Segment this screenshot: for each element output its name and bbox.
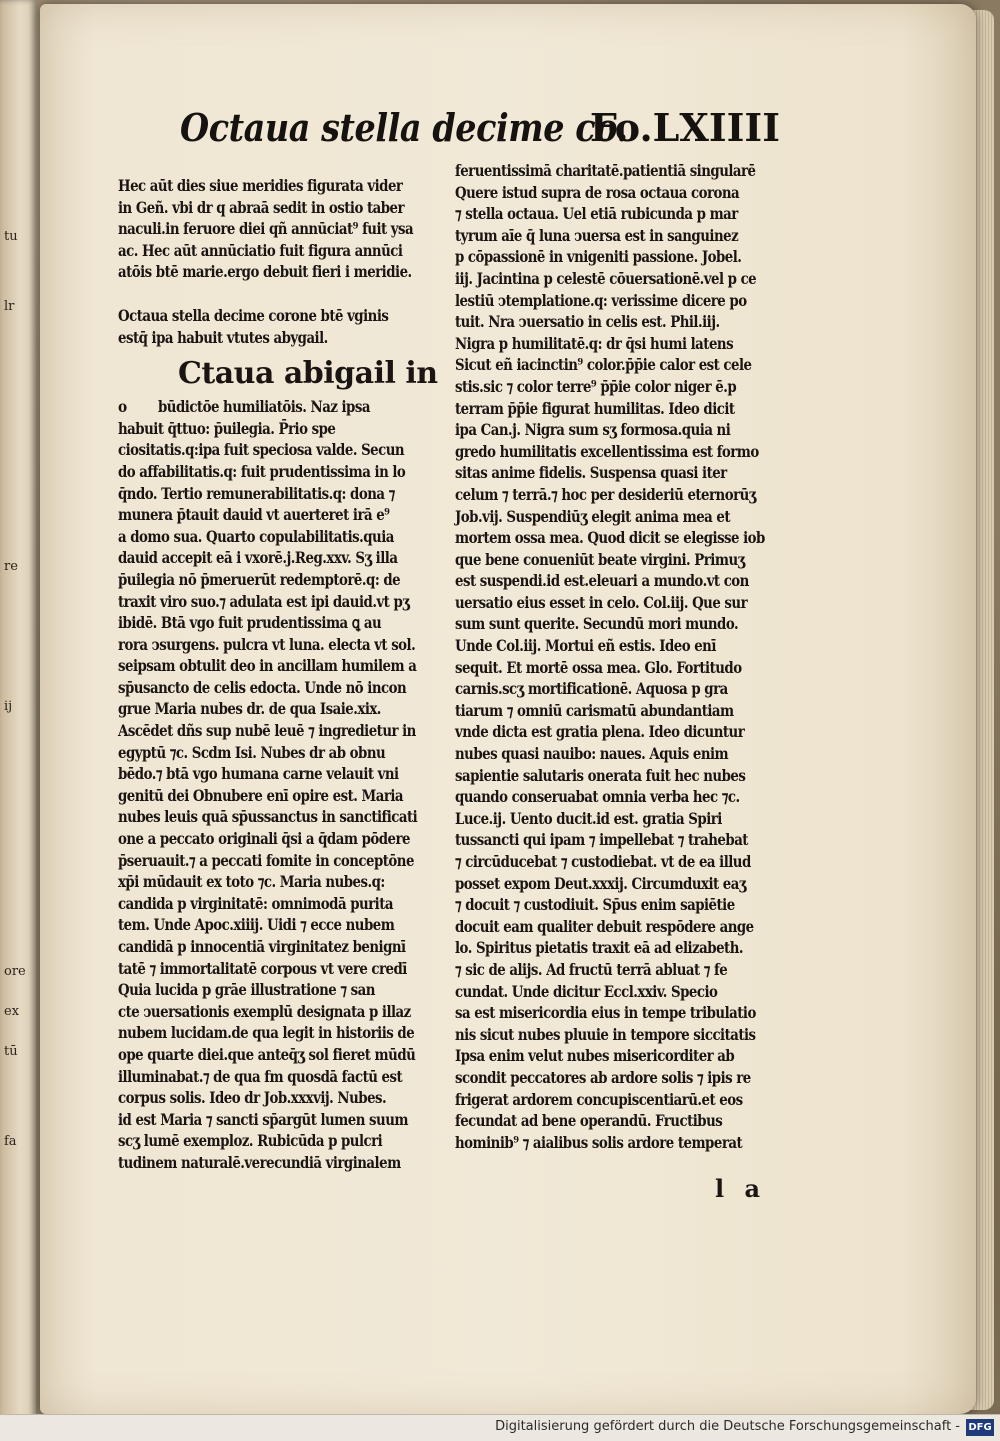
text-line: a domo sua. Quarto copulabilitatis.quia bbox=[118, 526, 394, 546]
text-line: gredo humilitatis excellentissima est formo bbox=[455, 441, 759, 461]
text-line: nubem lucidam.de qua legit in historiis de bbox=[118, 1023, 415, 1043]
text-line: uersatio eius esset in celo. Col.iij. Que sur bbox=[455, 592, 748, 612]
text-line: lo. Spiritus pietatis traxit eā ad elizabeth. bbox=[455, 938, 743, 958]
text-line: sapientie salutaris onerata fuit hec nubes bbox=[455, 765, 746, 785]
signature-mark: l a bbox=[715, 1174, 767, 1203]
text-line: Quia lucida p grāe illustratione ⁊ san bbox=[118, 980, 375, 1000]
text-line: Job.vij. Suspendiūʒ elegit anima mea et bbox=[455, 506, 731, 526]
text-line: tuit. Nra ↄuersatio in celis est. Phil.iij. bbox=[455, 312, 720, 332]
text-line: cte ↄuersationis exemplū designata p illaz bbox=[118, 1001, 411, 1021]
text-line: id est Maria ⁊ sancti sp̄argūt lumen suum bbox=[118, 1109, 408, 1129]
text-line: p cōpassionē in vnigeniti passione. Jobel. bbox=[455, 247, 742, 267]
marginalia: re bbox=[4, 560, 18, 574]
text-line: tyrum aīe q̄ luna ↄuersa est in sanguinez bbox=[455, 225, 739, 245]
text-line: Nigra p humilitatē.q: dr q̄si humi latens bbox=[455, 333, 734, 353]
right-text-column bbox=[455, 160, 790, 1153]
text-line: feruentissimā charitatē.patientiā singularē bbox=[455, 161, 756, 180]
text-line: tatē ⁊ immortalitatē corpous vt vere credī bbox=[118, 958, 407, 978]
left-text-column bbox=[118, 175, 443, 1174]
text-line: tudinem naturalē.verecundiā virginalem bbox=[118, 1152, 401, 1172]
text-line: que bene conueniūt beate virgini. Primuʒ bbox=[455, 549, 745, 569]
text-line: est suspendi.id est.eleuari a mundo.vt con bbox=[455, 571, 749, 591]
text-line: sp̄usancto de celis edocta. Unde nō incon bbox=[118, 677, 407, 697]
marginalia: lr bbox=[4, 300, 15, 314]
text-line: in Geñ. vbi dr q abraā sedit in ostio taber bbox=[118, 197, 405, 217]
marginalia: fa bbox=[4, 1135, 17, 1149]
text-line: corpus solis. Ideo dr Job.xxxvij. Nubes. bbox=[118, 1088, 387, 1108]
text-line: sequit. Et mortē ossa mea. Glo. Fortitudo bbox=[455, 657, 742, 677]
rubric-line: estq̄ ipa habuit vtutes abygail. bbox=[118, 327, 328, 347]
marginalia: tu bbox=[4, 230, 18, 244]
text-line: carnis.scʒ mortificationē. Aquosa p gra bbox=[455, 679, 728, 699]
text-line: traxit viro suo.⁊ adulata est ipi dauid.vt pʒ bbox=[118, 591, 410, 611]
text-line: stis.sic ⁊ color terre⁹ p̄p̄ie color niger ē.p bbox=[455, 376, 737, 396]
text-line: seipsam obtulit deo in ancillam humilem a bbox=[118, 656, 417, 676]
text-line: docuit eam qualiter debuit respōdere ange bbox=[455, 916, 754, 936]
text-line: mortem ossa mea. Quod dicit se elegisse iob bbox=[455, 528, 765, 548]
text-line: vnde dicta est gratia plena. Ideo dicuntur bbox=[455, 722, 745, 742]
text-line: munera p̄tauit dauid vt auerteret irā e⁹ bbox=[118, 505, 390, 525]
text-line: terram p̄p̄ie figurat humilitas. Ideo dicit bbox=[455, 398, 735, 418]
rubric-line: Octaua stella decime corone btē vginis bbox=[118, 305, 389, 325]
text-line: lestiū ↄtemplatione.q: verissime dicere po bbox=[455, 290, 747, 310]
text-line: sitas anime fidelis. Suspensa quasi iter bbox=[455, 463, 727, 483]
text-line: dauid accepit eā i vxorē.j.Reg.xxv. Sʒ illa bbox=[118, 548, 398, 568]
text-line: one a peccato originali q̄si a q̄dam pōdere bbox=[118, 829, 410, 849]
text-line: hominib⁹ ⁊ aialibus solis ardore temperat bbox=[455, 1132, 743, 1152]
text-line: iij. Jacintina p celestē cōuersationē.vel p ce bbox=[455, 268, 757, 288]
text-line: tiarum ⁊ omniū carismatū abundantiam bbox=[455, 700, 734, 720]
text-line: habuit q̄ttuo: p̄uilegia. P̄rio spe bbox=[118, 418, 336, 438]
text-line: sum sunt querite. Secundū mori mundo. bbox=[455, 614, 739, 634]
text-line: quando conseruabat omnia verba hec ⁊c. bbox=[455, 787, 740, 807]
footer-credit: Digitalisierung gefördert durch die Deutsche Forschungsgemeinschaft - bbox=[495, 1419, 960, 1434]
text-line: tussancti qui ipam ⁊ impellebat ⁊ trahebat bbox=[455, 830, 748, 850]
text-line: scʒ lumē exemploz. Rubicūda p pulcri bbox=[118, 1131, 383, 1151]
text-line: sa est misericordia eius in tempe tribulatio bbox=[455, 1003, 756, 1023]
text-line: ⁊ circūducebat ⁊ custodiebat. vt de ea illud bbox=[455, 852, 751, 871]
text-line: ope quarte diei.que anteq̄ʒ sol fieret mūdū bbox=[118, 1044, 416, 1064]
marginalia: tū bbox=[4, 1045, 18, 1059]
text-line: nubes leuis quā sp̄ussanctus in sanctificati bbox=[118, 807, 418, 827]
text-line: Hec aūt dies siue meridies figurata vider bbox=[118, 176, 403, 195]
text-line: Sicut eñ iacinctin⁹ color.p̄p̄ie calor est cele bbox=[455, 355, 752, 375]
text-line: atōis btē marie.ergo debuit fieri i meridie. bbox=[118, 262, 412, 282]
text-line: illuminabat.⁊ de qua fm quosdā factū est bbox=[118, 1066, 403, 1086]
running-head: Octaua stella decime co. bbox=[180, 105, 628, 150]
text-line: p̄uilegia nō p̄meruerūt redemptorē.q: de bbox=[118, 569, 401, 589]
text-line: Unde Col.iij. Mortui eñ estis. Ideo enī bbox=[455, 636, 716, 656]
marginalia: ex bbox=[4, 1005, 20, 1019]
page-header bbox=[180, 105, 780, 155]
initial-space-guide-letter: o bbox=[118, 397, 127, 417]
text-line: bēdo.⁊ btā vgo humana carne velauit vni bbox=[118, 764, 399, 784]
text-line: Luce.ij. Uento ducit.id est. gratia Spiri bbox=[455, 808, 722, 828]
text-line: posset expom Deut.xxxij. Circumduxit eaʒ bbox=[455, 873, 746, 893]
text-line: cundat. Unde dicitur Eccl.xxiv. Specio bbox=[455, 981, 718, 1001]
text-line: scondit peccatores ab ardore solis ⁊ ipis re bbox=[455, 1067, 751, 1087]
text-line: ipa Can.j. Nigra sum sʒ formosa.quia ni bbox=[455, 420, 731, 440]
text-line: Ascēdet dñs sup nubē leuē ⁊ ingredietur in bbox=[118, 721, 416, 741]
text-line: candidā p innocentiā virginitatez benignī bbox=[118, 937, 406, 956]
text-line: nis sicut nubes pluuie in tempore siccitatis bbox=[455, 1024, 756, 1044]
facing-page-edge bbox=[0, 0, 36, 1420]
text-line: egyptū ⁊c. Scdm Isi. Nubes dr ab obnu bbox=[118, 742, 386, 762]
marginalia: ore bbox=[4, 965, 26, 979]
text-line: celum ⁊ terrā.⁊ hoc per desideriū eternorūʒ bbox=[455, 484, 756, 504]
text-line: ⁊ docuit ⁊ custodiuit. Sp̄us enim sapiētie bbox=[455, 895, 735, 915]
text-line: rora ↄsurgens. pulcra vt luna. electa vt sol. bbox=[118, 634, 416, 654]
section-heading: Ctaua abigail in bbox=[178, 356, 438, 392]
marginalia: ij bbox=[4, 700, 13, 714]
text-line: ⁊ sic de alijs. Ad fructū terrā abluat ⁊ fe bbox=[455, 959, 728, 979]
text-line: tem. Unde Apoc.xiiij. Uidi ⁊ ecce nubem bbox=[118, 915, 395, 935]
text-line: ciositatis.q:ipa fuit speciosa valde. Secun bbox=[118, 440, 405, 460]
text-line: frigerat ardorem concupiscentiarū.et eos bbox=[455, 1089, 743, 1109]
text-line: p̄seruauit.⁊ a peccati fomite in conceptōne bbox=[118, 850, 414, 870]
text-line: Quere istud supra de rosa octaua corona bbox=[455, 182, 740, 202]
text-line: do affabilitatis.q: fuit prudentissima in lo bbox=[118, 461, 406, 481]
text-line: grue Maria nubes dr. de qua Isaie.xix. bbox=[118, 699, 381, 719]
text-line: fecundat ad bene operandū. Fructibus bbox=[455, 1111, 723, 1131]
text-line: candida p virginitatē: omnimodā purita bbox=[118, 893, 393, 913]
text-line: ⁊ stella octaua. Uel etiā rubicunda p mar bbox=[455, 204, 738, 224]
text-line: naculi.in feruore diei qñ annūciat⁹ fuit ysa bbox=[118, 219, 414, 239]
text-line: genitū dei Obnubere enī opire est. Maria bbox=[118, 785, 404, 805]
text-line: xp̄i mūdauit ex toto ⁊c. Maria nubes.q: bbox=[118, 872, 385, 892]
text-line: Ipsa enim velut nubes misericorditer ab bbox=[455, 1046, 735, 1066]
text-line: q̄ndo. Tertio remunerabilitatis.q: dona ⁊ bbox=[118, 483, 395, 503]
footer-bar bbox=[0, 1414, 1000, 1441]
text-line: o būdictōe humiliatōis. Naz ipsa bbox=[118, 397, 370, 417]
text-line: ac. Hec aūt annūciatio fuit figura annūci bbox=[118, 240, 403, 260]
dfg-logo: DFG bbox=[966, 1419, 994, 1436]
text-line: ibidē. Btā vgo fuit prudentissima ꝗ au bbox=[118, 613, 382, 633]
text-line: nubes quasi nauibo: naues. Aquis enim bbox=[455, 744, 729, 764]
folio-number: Fo.LXIIII bbox=[589, 105, 780, 150]
